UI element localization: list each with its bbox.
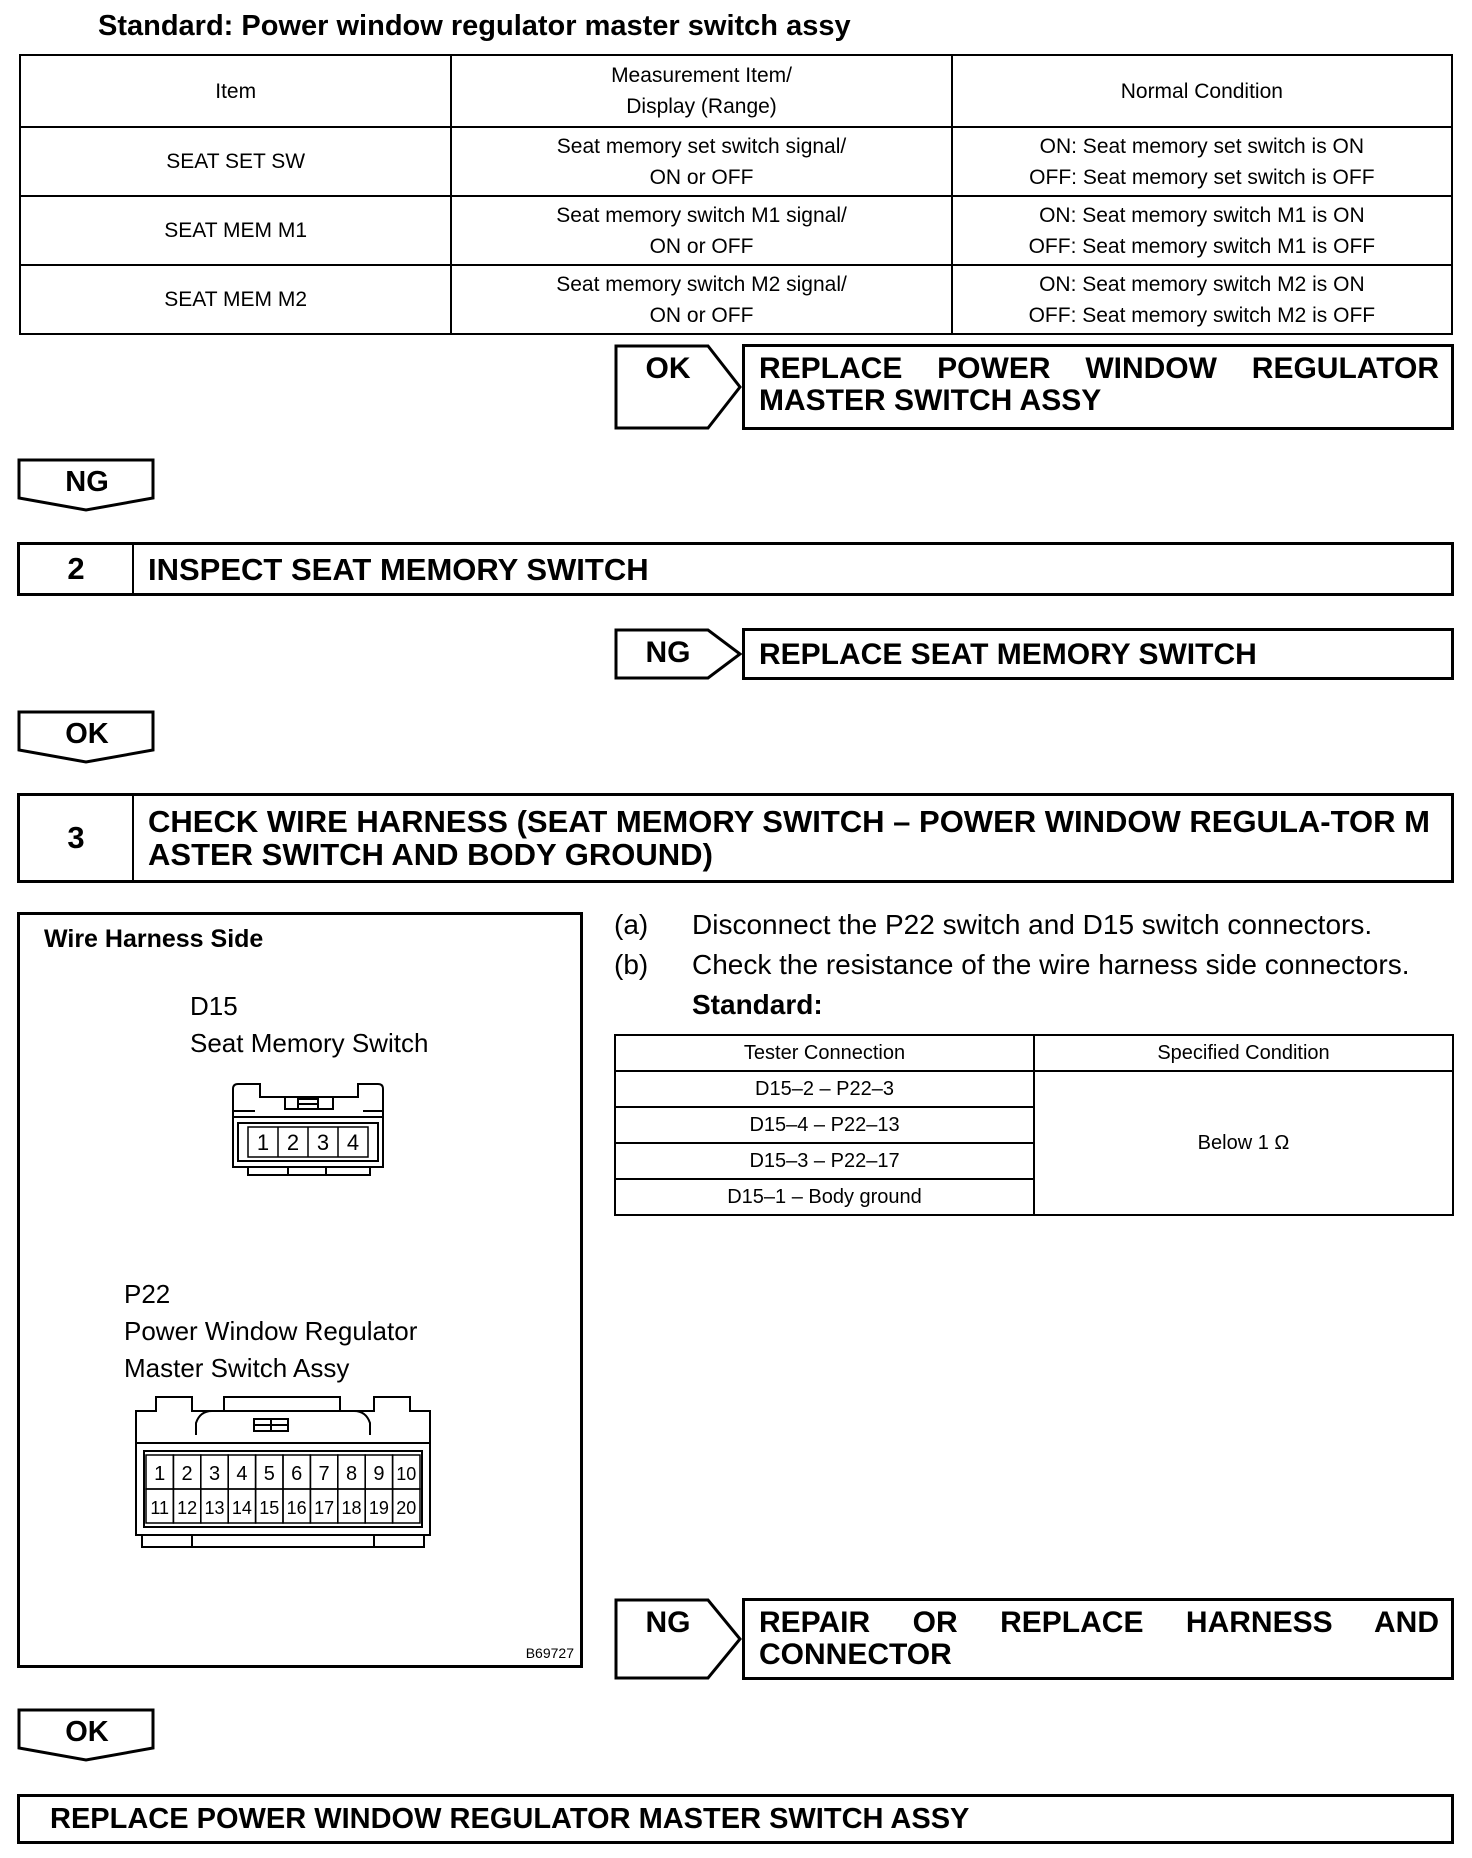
p22-pin: 15 [259,1498,280,1518]
instruction-tag: (b) [614,949,649,980]
p22-pin: 9 [373,1463,385,1485]
d15-connector-icon [230,1081,390,1185]
cell-connection: D15–3 – P22–17 [615,1143,1034,1179]
standard-title: Standard: Power window regulator master switch assy [98,10,851,42]
down2-label: OK [65,718,109,750]
figure-id: B69727 [525,1645,574,1661]
p22-pin: 7 [318,1463,330,1485]
d15-code: D15 [190,991,238,1021]
cell-measurement: Seat memory set switch signal/ ON or OFF [451,127,951,196]
standard-table [19,54,1453,335]
p22-name-line1: Power Window Regulator [124,1316,418,1346]
table-row [20,265,1452,334]
branch2-result: REPLACE SEAT MEMORY SWITCH [742,628,1454,680]
cell-condition: ON: Seat memory set switch is ON OFF: Seat memory set switch is OFF [952,127,1452,196]
p22-code: P22 [124,1279,171,1309]
p22-pin: 17 [314,1498,335,1518]
header-measurement: Measurement Item/ Display (Range) [451,55,951,127]
d15-pin: 3 [316,1130,330,1155]
p22-pin: 16 [286,1498,307,1518]
instruction-text: Disconnect the P22 switch and D15 switch connectors. [692,909,1373,940]
p22-pin: 19 [368,1498,389,1518]
table-row [20,127,1452,196]
table-row [615,1071,1453,1107]
branch2-label: NG [645,636,691,669]
header-item: Item [20,55,451,127]
p22-pin: 2 [181,1463,193,1485]
p22-pin: 3 [208,1463,221,1485]
cell-connection: D15–1 – Body ground [615,1179,1034,1215]
cell-connection: D15–2 – P22–3 [615,1071,1034,1107]
p22-pin: 5 [263,1463,275,1485]
instruction-text: Check the resistance of the wire harness side connectors. [692,949,1410,980]
p22-pin: 20 [396,1498,417,1518]
branch3-result: REPAIR OR REPLACE HARNESS AND CONNECTOR [742,1598,1454,1680]
header-specified-condition: Specified Condition [1034,1035,1453,1071]
instruction-tag: (a) [614,909,649,940]
cell-measurement: Seat memory switch M1 signal/ ON or OFF [451,196,951,265]
d15-pin: 4 [346,1130,360,1155]
p22-name-line2: Master Switch Assy [124,1353,350,1383]
d15-name: Seat Memory Switch [190,1028,429,1058]
down1-label: NG [65,466,109,498]
cell-item: SEAT MEM M1 [20,196,451,265]
cell-connection: D15–4 – P22–13 [615,1107,1034,1143]
p22-pin-grid [134,1395,494,1575]
p22-pin: 10 [396,1464,417,1484]
resistance-table [614,1034,1454,1216]
standard-label: Standard: [692,989,823,1020]
wire-harness-figure [17,912,583,1668]
p22-pin: 4 [236,1463,248,1485]
p22-pin: 14 [231,1498,252,1518]
p22-pin: 13 [204,1498,225,1518]
cell-item: SEAT SET SW [20,127,451,196]
down3-label: OK [65,1716,109,1748]
d15-pin: 2 [286,1130,300,1155]
step-title: INSPECT SEAT MEMORY SWITCH [148,551,649,587]
final-action: REPLACE POWER WINDOW REGULATOR MASTER SWITCH ASSY [17,1794,1454,1844]
header-tester-connection: Tester Connection [615,1035,1034,1071]
header-normal-condition: Normal Condition [952,55,1452,127]
d15-pin: 1 [256,1130,270,1155]
branch3-label: NG [645,1606,691,1639]
step-number: 3 [20,796,134,880]
p22-pin: 18 [341,1498,362,1518]
branch1-result: REPLACE POWER WINDOW REGULATOR MASTER SWITCH ASSY [742,344,1454,430]
branch1-label: OK [645,352,691,385]
cell-condition: ON: Seat memory switch M2 is ON OFF: Seat memory switch M2 is OFF [952,265,1452,334]
cell-measurement: Seat memory switch M2 signal/ ON or OFF [451,265,951,334]
cell-condition: Below 1 Ω [1034,1071,1453,1215]
step-number: 2 [20,545,134,593]
step-3-header [17,793,1454,883]
figure-heading: Wire Harness Side [44,925,264,953]
p22-pin: 8 [345,1463,358,1485]
p22-pin: 1 [154,1463,166,1485]
p22-pin: 11 [150,1498,170,1518]
p22-pin: 6 [291,1463,303,1485]
cell-item: SEAT MEM M2 [20,265,451,334]
cell-condition: ON: Seat memory switch M1 is ON OFF: Seat memory switch M1 is OFF [952,196,1452,265]
table-row [20,196,1452,265]
step-2-header [17,542,1454,596]
p22-pin: 12 [177,1498,198,1518]
step-title: CHECK WIRE HARNESS (SEAT MEMORY SWITCH – POWER WINDOW REGULA-TOR MASTER SWITCH AND BODY GROUND) [148,804,1430,872]
